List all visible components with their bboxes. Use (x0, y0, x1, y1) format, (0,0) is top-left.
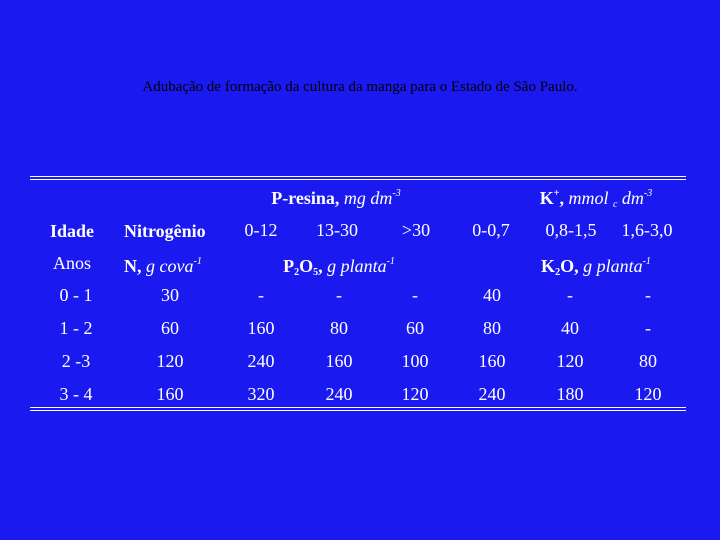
row-1-p2: - (336, 285, 342, 305)
p-class-2: 13-30 (316, 220, 358, 240)
row-3-p1: 240 (247, 351, 275, 371)
p-class-1: 0-12 (244, 220, 278, 240)
row-3-n: 120 (156, 351, 184, 371)
row-4-p3: 120 (401, 384, 429, 404)
table-bottom-rule (30, 407, 686, 408)
row-4-n: 160 (156, 384, 184, 404)
row-4-p1: 320 (247, 384, 275, 404)
row-2-k2: 40 (561, 318, 579, 338)
k-class-1: 0-0,7 (472, 220, 510, 240)
row-1-k1: 40 (483, 285, 501, 305)
row-4-idade: 3 - 4 (59, 384, 93, 404)
table-top-rule (30, 176, 686, 177)
row-3-k2: 120 (556, 351, 584, 371)
row-1-p1: - (258, 285, 264, 305)
table-caption: Adubação de formação da cultura da manga para o Estado de São Paulo. (142, 79, 578, 95)
k2o-header: $K_2O$, g planta$^{-1}$ (541, 256, 651, 278)
row-4-p2: 240 (325, 384, 353, 404)
row-4-k1: 240 (478, 384, 506, 404)
row-1-idade: 0 - 1 (59, 285, 93, 305)
idade-header: Idade (50, 221, 95, 241)
k-plus-header: K+, mmol $_c$ $dm^{-3}$ (539, 188, 653, 210)
table-bottom-rule-inner (30, 410, 686, 411)
row-2-p3: 60 (406, 318, 424, 338)
nitrogenio-header: Nitrogênio (124, 221, 206, 241)
row-4-k3: 120 (634, 384, 662, 404)
row-2-idade: 1 - 2 (59, 318, 93, 338)
row-3-k1: 160 (478, 351, 506, 371)
row-3-idade: 2 -3 (61, 351, 91, 371)
row-2-n: 60 (161, 318, 179, 338)
row-1-n: 30 (161, 285, 179, 305)
row-1-p3: - (412, 285, 418, 305)
p2o5-header: $P_2O_5$, g planta$^{-1}$ (283, 256, 395, 278)
row-2-k3: - (645, 318, 651, 338)
p-resina-header: P-resina, mg $dm^{-3}$ (271, 188, 401, 208)
row-1-k3: - (645, 285, 651, 305)
k-class-2: 0,8-1,5 (545, 220, 597, 240)
k-class-3: 1,6-3,0 (621, 220, 673, 240)
row-2-p2: 80 (330, 318, 348, 338)
n-unit-header: N, g cova$^{-1}$ (124, 256, 202, 276)
row-3-p2: 160 (325, 351, 353, 371)
row-4-k2: 180 (556, 384, 584, 404)
table-top-rule-inner (30, 179, 686, 180)
p-class-3: >30 (401, 220, 431, 240)
row-3-p3: 100 (401, 351, 429, 371)
row-2-k1: 80 (483, 318, 501, 338)
row-2-p1: 160 (247, 318, 275, 338)
row-3-k3: 80 (639, 351, 657, 371)
anos-header: Anos (53, 253, 92, 273)
row-1-k2: - (567, 285, 573, 305)
